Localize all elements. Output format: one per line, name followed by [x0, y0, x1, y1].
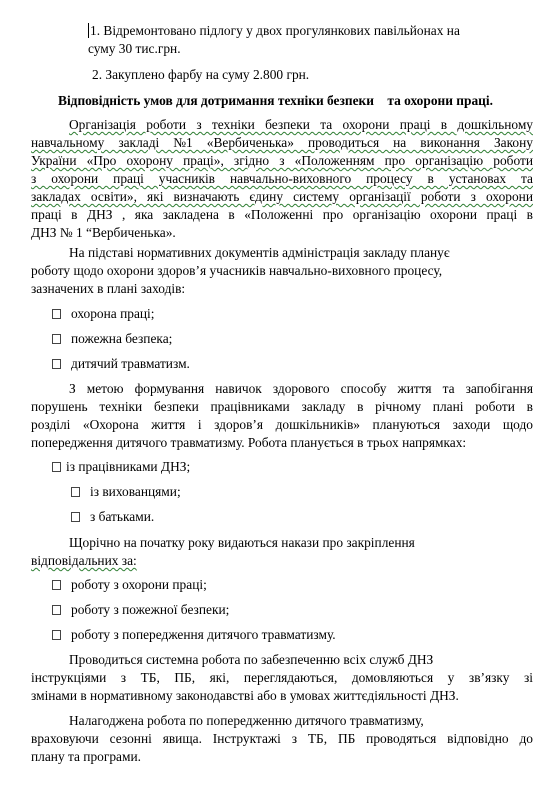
- para1-line-7: ДНЗ № 1 “Вербиченька».: [31, 225, 176, 240]
- bullet-text: пожежна безпека;: [71, 331, 173, 346]
- bullet-list-1-item: [52, 355, 190, 373]
- para1-line-6: праці в ДНЗ , яка закладена в «Положенні про організацію охорони праці в: [31, 207, 533, 222]
- bullet-text: дитячий травматизм.: [71, 356, 190, 371]
- bullet-box-icon: [52, 580, 61, 590]
- bullet-text: роботу з пожежної безпеки;: [71, 602, 230, 617]
- para2-line-2: роботу щодо охорони здоров’я учасників навчально-виховного процесу,: [31, 263, 443, 278]
- para1-line-5: закладах освіти», які визначають єдину систему організації роботи з охорони: [31, 189, 533, 204]
- bullet-list-2-item: [71, 508, 154, 526]
- list-item-1-line-2: суму 30 тис.грн.: [88, 41, 181, 56]
- text-cursor: [88, 23, 89, 38]
- bullet-box-icon: [52, 605, 61, 615]
- list-item-1: [88, 22, 460, 40]
- para3-line-4: попередження дитячого травматизму. Робота планується в трьох напрямках:: [31, 435, 467, 450]
- bullet-list-2-item: [71, 483, 181, 501]
- bullet-list-3-item: [52, 626, 336, 644]
- bullet-box-icon: [52, 630, 61, 640]
- bullet-list-1-item: [52, 330, 172, 348]
- para1-line-4: з охорони праці учасників навчально-виховного процесу в установах та: [31, 171, 533, 186]
- bullet-text: роботу з попередження дитячого травматизму.: [71, 627, 336, 642]
- para6-line-2: враховуючи сезонні явища. Інструктажі з ТБ, ПБ проводяться відповідно до: [31, 731, 533, 746]
- bullet-text: із вихованцями;: [90, 484, 181, 499]
- para2-line-3: зазначених в плані заходів:: [31, 281, 186, 296]
- para6-line-3: плану та програми.: [31, 749, 141, 764]
- list-item-2-text: 2. Закуплено фарбу на суму 2.800 грн.: [92, 67, 310, 82]
- bullet-box-icon: [52, 359, 61, 369]
- para1-line-1: Організація роботи з техніки безпеки та охорони праці в дошкільному: [69, 117, 533, 132]
- para6-line-1: Налагоджена робота по попередженню дитячого травматизму,: [69, 713, 424, 728]
- para5-line-1: Проводиться системна робота по забезпеченню всіх служб ДНЗ: [69, 652, 434, 667]
- list-item-1-line-1: 1. Відремонтовано підлогу у двох прогулянкових павільйонах на: [90, 23, 460, 38]
- list-item-2: [92, 66, 309, 84]
- bullet-text: із працівниками ДНЗ;: [66, 459, 191, 474]
- para1-line-2: навчальному закладі №1 «Вербиченька» проводиться на виконання Закону: [31, 135, 533, 150]
- bullet-box-icon: [71, 512, 80, 522]
- para5-line-3: змінами в нормативному законодавстві або в умовах життєдіяльності ДНЗ.: [31, 688, 459, 703]
- para5-line-2: інструкціями з ТБ, ПБ, які, переглядаються, домовляються у зв’язку зі: [31, 670, 533, 685]
- list-item-1-cont: [88, 40, 181, 58]
- bullet-text: охорона праці;: [71, 306, 155, 321]
- para3-line-3: розділі «Охорона життя і здоров’я дошкільників» плануються заходи щодо: [31, 417, 533, 432]
- bullet-text: з батьками.: [90, 509, 155, 524]
- bullet-list-3-item: [52, 601, 229, 619]
- section-heading: Відповідність умов для дотримання техніки безпеки та охорони праці.: [58, 93, 493, 108]
- para1-line-3: України «Про охорону праці», згідно з «Положенням про організацію роботи: [31, 153, 533, 168]
- para4-line-2: відповідальних за:: [31, 553, 137, 568]
- bullet-box-icon: [52, 462, 61, 472]
- para4-line-1: Щорічно на початку року видаються накази про закріплення: [69, 535, 415, 550]
- bullet-list-1-item: [52, 305, 155, 323]
- bullet-box-icon: [71, 487, 80, 497]
- para3-line-1: З метою формування навичок здорового способу життя та запобігання: [69, 381, 533, 396]
- bullet-list-2-item: [52, 458, 190, 476]
- para3-line-2: порушень техніки безпеки працівниками закладу в річному плані роботи в: [31, 399, 533, 414]
- para2-line-1: На підставі нормативних документів адміністрація закладу планує: [69, 245, 450, 260]
- bullet-box-icon: [52, 334, 61, 344]
- bullet-list-3-item: [52, 576, 207, 594]
- bullet-text: роботу з охорони праці;: [71, 577, 207, 592]
- bullet-box-icon: [52, 309, 61, 319]
